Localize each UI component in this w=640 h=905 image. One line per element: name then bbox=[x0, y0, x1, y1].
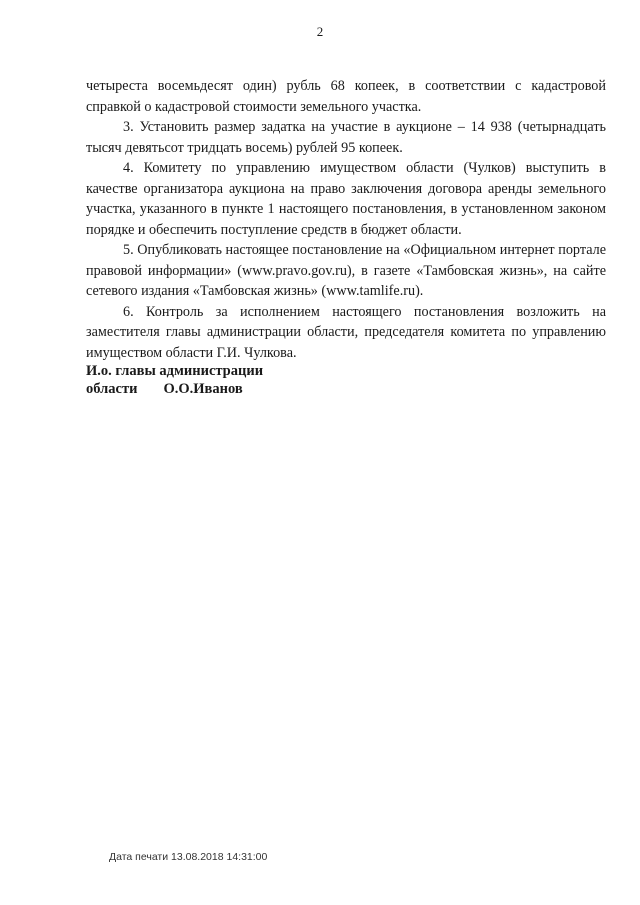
print-date: Дата печати 13.08.2018 14:31:00 bbox=[109, 851, 268, 863]
signer-name: О.О.Иванов bbox=[163, 381, 243, 397]
paragraph-item-5: 5. Опубликовать настоящее постановление на «Официальном интернет портале правовой информации» (www.pravo.gov.ru), в газете «Тамбовская жизнь», на сайте сетевого издания «Тамбовская жизнь» (www.tamlife.ru). bbox=[86, 242, 606, 299]
paragraph-item-6: 6. Контроль за исполнением настоящего постановления возложить на заместителя главы администрации области, председателя комитета по управлению имуществом области Г.И. Чулкова. bbox=[86, 303, 606, 361]
paragraph-continuation: четыреста восемьдесят один) рубль 68 копеек, в соответствии с кадастровой справкой о кадастровой стоимости земельного участка. bbox=[86, 78, 606, 115]
signer-title-line2: области bbox=[86, 381, 138, 397]
paragraph-item-3: 3. Установить размер задатка на участие в аукционе – 14 938 (четырнадцать тысяч девятьсот тридцать восемь) рублей 95 копеек. bbox=[86, 119, 606, 156]
paragraph-item-4: 4. Комитету по управлению имуществом области (Чулков) выступить в качестве организатора аукциона на право заключения договора аренды земельного участка, указанного в пункте 1 настоящего постановления, в установленном законом порядке и обеспечить поступление средств в бюджет области. bbox=[86, 160, 606, 238]
document-body bbox=[86, 76, 606, 363]
signature-block bbox=[86, 362, 263, 398]
page-number: 2 bbox=[316, 24, 324, 39]
signer-title-continued bbox=[86, 380, 263, 398]
signer-title: И.о. главы администрации bbox=[86, 363, 264, 379]
